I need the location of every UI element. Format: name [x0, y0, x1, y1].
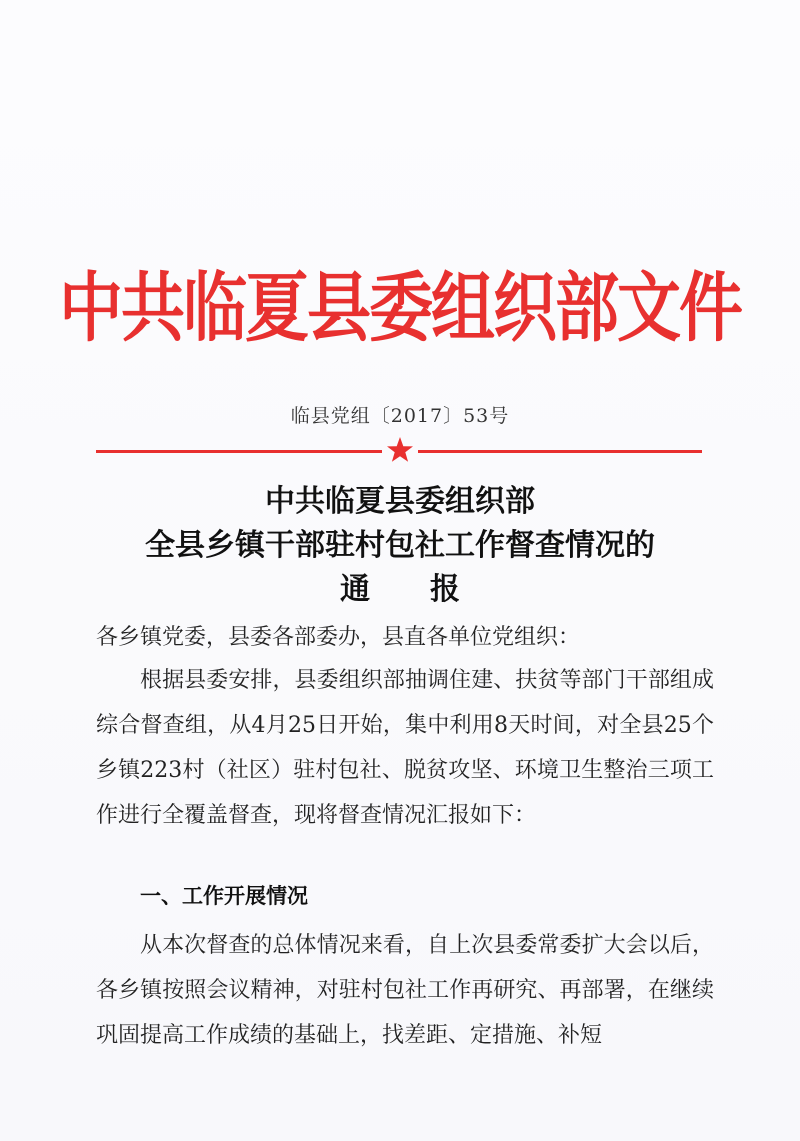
section-heading-1: 一、工作开展情况	[140, 884, 308, 908]
red-divider-left	[96, 450, 382, 453]
notice-title-line1: 中共临夏县委组织部	[265, 484, 535, 519]
document-header-title: 中共临夏县委组织部文件	[59, 264, 741, 354]
body-paragraph-2: 从本次督查的总体情况来看，自上次县委常委扩大会以后，各乡镇按照会议精神，对驻村包社工作再研究、再部署，在继续巩固提高工作成绩的基础上，找差距、定措施、补短	[96, 933, 714, 1048]
document-number: 临县党组〔2017〕53号	[290, 405, 510, 427]
body-paragraph-1: 根据县委安排，县委组织部抽调住建、扶贫等部门干部组成综合督查组，从4月25日开始，集中利用8天时间，对全县25个乡镇223村（社区）驻村包社、脱贫攻坚、环境卫生整治三项工作进行全覆盖督查，现将督查情况汇报如下：	[96, 668, 714, 828]
red-divider-right	[418, 450, 702, 453]
notice-title-line2: 全县乡镇干部驻村包社工作督查情况的	[145, 528, 655, 563]
notice-title-line3: 通报	[340, 572, 520, 607]
salutation: 各乡镇党委，县委各部委办，县直各单位党组织：	[96, 625, 581, 650]
red-star-icon	[386, 436, 414, 464]
